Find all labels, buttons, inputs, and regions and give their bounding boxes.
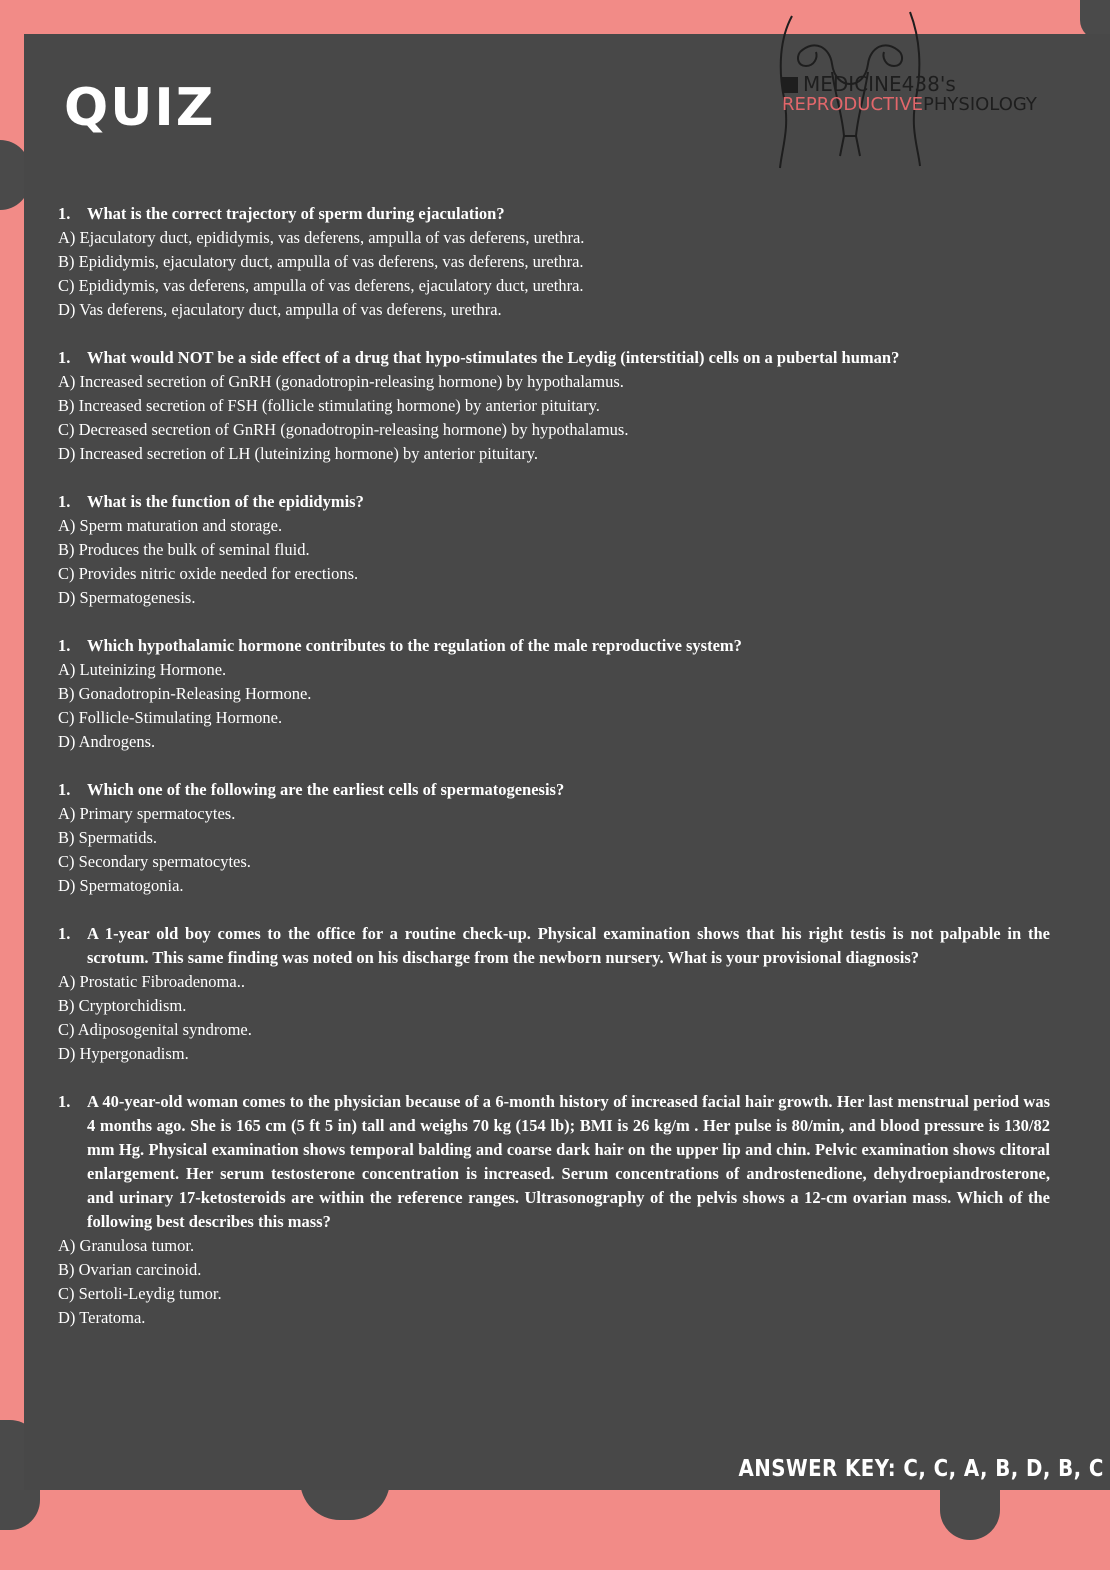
question-list	[58, 202, 1050, 1354]
question-4	[58, 634, 1050, 754]
option-b: B) Cryptorchidism.	[58, 996, 187, 1015]
option-d: D) Vas deferens, ejaculatory duct, ampulla of vas deferens, urethra.	[58, 300, 502, 319]
question-number: 1.	[58, 1092, 71, 1111]
question-stem	[58, 346, 1050, 370]
question-stem	[58, 490, 1050, 514]
question-number: 1.	[58, 924, 71, 943]
question-text: What is the function of the epididymis?	[87, 492, 364, 511]
question-text: Which hypothalamic hormone contributes to the regulation of the male reproductive system?	[87, 636, 742, 655]
logo-square-icon	[782, 77, 798, 93]
option-c: C) Follicle-Stimulating Hormone.	[58, 708, 283, 727]
option-b: B) Ovarian carcinoid.	[58, 1260, 202, 1279]
question-number: 1.	[58, 492, 71, 511]
question-2	[58, 346, 1050, 466]
option-d: D) Spermatogonia.	[58, 876, 184, 895]
question-stem	[58, 634, 1050, 658]
option-b: B) Gonadotropin-Releasing Hormone.	[58, 684, 312, 703]
option-c: C) Sertoli-Leydig tumor.	[58, 1284, 222, 1303]
option-a: A) Prostatic Fibroadenoma..	[58, 972, 245, 991]
question-text: A 1-year old boy comes to the office for a routine check-up. Physical examination shows that his right testis is not palpable in the scrotum. This same finding was noted on his discharge from the newborn nursery. What is your provisional diagnosis?	[87, 924, 1050, 967]
option-d: D) Increased secretion of LH (luteinizing hormone) by anterior pituitary.	[58, 444, 539, 463]
question-text: Which one of the following are the earliest cells of spermatogenesis?	[87, 780, 565, 799]
question-number: 1.	[58, 780, 71, 799]
option-c: C) Secondary spermatocytes.	[58, 852, 251, 871]
page-title: QUIZ	[64, 78, 216, 138]
question-stem	[58, 778, 1050, 802]
option-c: C) Decreased secretion of GnRH (gonadotropin-releasing hormone) by hypothalamus.	[58, 420, 629, 439]
answer-key: ANSWER KEY: C, C, A, B, D, B, C	[738, 1456, 1104, 1482]
option-b: B) Epididymis, ejaculatory duct, ampulla of vas deferens, vas deferens, urethra.	[58, 252, 584, 271]
option-d: D) Androgens.	[58, 732, 156, 751]
question-1	[58, 202, 1050, 322]
brand-logo	[770, 8, 1050, 178]
option-b: B) Produces the bulk of seminal fluid.	[58, 540, 310, 559]
logo-line-subject: REPRODUCTIVEPHYSIOLOGY	[782, 94, 1037, 115]
question-5	[58, 778, 1050, 898]
option-b: B) Spermatids.	[58, 828, 157, 847]
question-text: What is the correct trajectory of sperm during ejaculation?	[87, 204, 505, 223]
question-text: A 40-year-old woman comes to the physician because of a 6-month history of increased facial hair growth. Her last menstrual period was 4 months ago. She is 165 cm (5 ft 5 in) tall and weighs 70 kg (154 lb); BMI is 26 kg/m . Her pulse is 80/min, and blood pressure is 130/82 mm Hg. Physical examination shows temporal balding and coarse dark hair on the upper lip and chin. Pelvic examination shows clitoral enlargement. Her serum testosterone concentration is increased. Serum concentrations of androstenedione, dehydroepiandrosterone, and urinary 17-ketosteroids are within the reference ranges. Ultrasonography of the pelvis shows a 12-cm ovarian mass. Which of the following best describes this mass?	[87, 1092, 1050, 1231]
option-c: C) Provides nitric oxide needed for erections.	[58, 564, 359, 583]
option-a: A) Luteinizing Hormone.	[58, 660, 227, 679]
question-7	[58, 1090, 1050, 1330]
option-a: A) Primary spermatocytes.	[58, 804, 236, 823]
question-6	[58, 922, 1050, 1066]
question-stem	[58, 922, 1050, 970]
logo-line-medicine: MEDICINE438's	[782, 72, 956, 96]
option-d: D) Hypergonadism.	[58, 1044, 189, 1063]
question-stem	[58, 1090, 1050, 1234]
option-a: A) Ejaculatory duct, epididymis, vas deferens, ampulla of vas deferens, urethra.	[58, 228, 585, 247]
option-a: A) Granulosa tumor.	[58, 1236, 195, 1255]
option-b: B) Increased secretion of FSH (follicle stimulating hormone) by anterior pituitary.	[58, 396, 600, 415]
option-d: D) Teratoma.	[58, 1308, 146, 1327]
question-text: What would NOT be a side effect of a drug that hypo-stimulates the Leydig (interstitial) cells on a pubertal human?	[87, 348, 900, 367]
option-d: D) Spermatogenesis.	[58, 588, 196, 607]
option-a: A) Increased secretion of GnRH (gonadotropin-releasing hormone) by hypothalamus.	[58, 372, 624, 391]
option-c: C) Epididymis, vas deferens, ampulla of vas deferens, ejaculatory duct, urethra.	[58, 276, 584, 295]
question-number: 1.	[58, 204, 71, 223]
question-stem	[58, 202, 1050, 226]
option-a: A) Sperm maturation and storage.	[58, 516, 283, 535]
question-number: 1.	[58, 348, 71, 367]
question-3	[58, 490, 1050, 610]
option-c: C) Adiposogenital syndrome.	[58, 1020, 252, 1039]
question-number: 1.	[58, 636, 71, 655]
